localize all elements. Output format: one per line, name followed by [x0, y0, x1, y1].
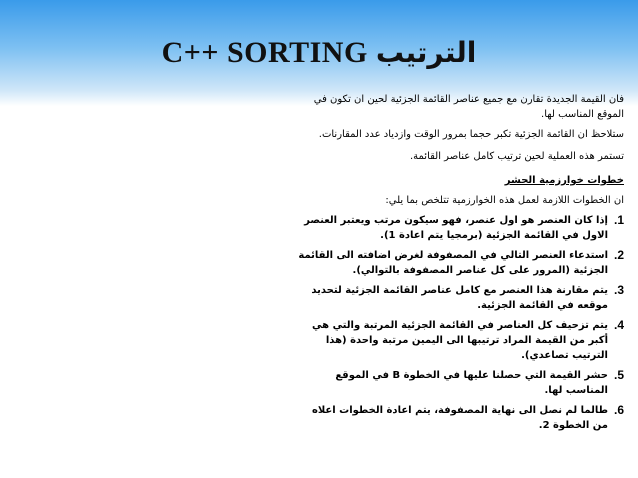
step-item	[294, 283, 624, 313]
slide-title	[0, 36, 638, 70]
paragraph-comparison: فان القيمة الجديدة تقارن مع جميع عناصر القائمة الجزئية لحين ان تكون في الموقع المناسب لها.	[313, 94, 624, 120]
paragraph-sublist-growth: ستلاحظ ان القائمة الجزئية تكبر حجما بمرور الوقت وازدياد عدد المقارنات.	[318, 129, 624, 140]
steps-intro: ان الخطوات اللازمة لعمل هذه الخوارزمية تتلخص بما يلي:	[385, 195, 624, 206]
step-item	[294, 403, 624, 433]
step-item	[294, 248, 624, 278]
step-number: 5.	[613, 368, 624, 382]
slide-title-english: C++ SORTING	[161, 36, 368, 69]
step-text: استدعاء العنصر التالي في المصفوفة لغرض اضافته الى القائمة الجزئية (المرور على كل عناصر المصفوفة بالتوالي).	[298, 250, 608, 276]
step-number: 2.	[613, 248, 624, 262]
paragraph-process-continues: تستمر هذه العملية لحين ترتيب كامل عناصر القائمة.	[409, 151, 624, 162]
steps-list	[294, 213, 624, 433]
step-text: يتم تزحيف كل العناصر في القائمة الجزئية المرتبة والتي هي أكبر من القيمة المراد ترتيبها الى اليمين مرتبة واحدة (هذا الترتيب تصاعدي).	[312, 320, 608, 361]
step-item	[294, 213, 624, 243]
section-heading: خطوات خوارزمية الحشر	[504, 175, 624, 186]
slide-body	[294, 92, 624, 438]
step-number: 6.	[613, 403, 624, 417]
step-number: 3.	[613, 283, 624, 297]
step-text: يتم مقارنة هذا العنصر مع كامل عناصر القائمة الجزئية لتحديد موقعه في القائمة الجزئية.	[311, 285, 608, 311]
slide-title-arabic: الترتيب	[375, 36, 477, 69]
step-item	[294, 318, 624, 363]
step-number: 4.	[613, 318, 624, 332]
step-text: حشر القيمة التي حصلنا عليها في الخطوة B في الموقع المناسب لها.	[335, 370, 608, 396]
step-text: إذا كان العنصر هو اول عنصر، فهو سيكون مرتب ويعتبر العنصر الاول في القائمة الجزئية (برمجيا يتم اعادة 1).	[304, 215, 608, 241]
step-number: 1.	[613, 213, 624, 227]
step-item	[294, 368, 624, 398]
step-text: طالما لم نصل الى نهاية المصفوفة، يتم اعادة الخطوات اعلاه من الخطوة 2.	[311, 405, 608, 431]
